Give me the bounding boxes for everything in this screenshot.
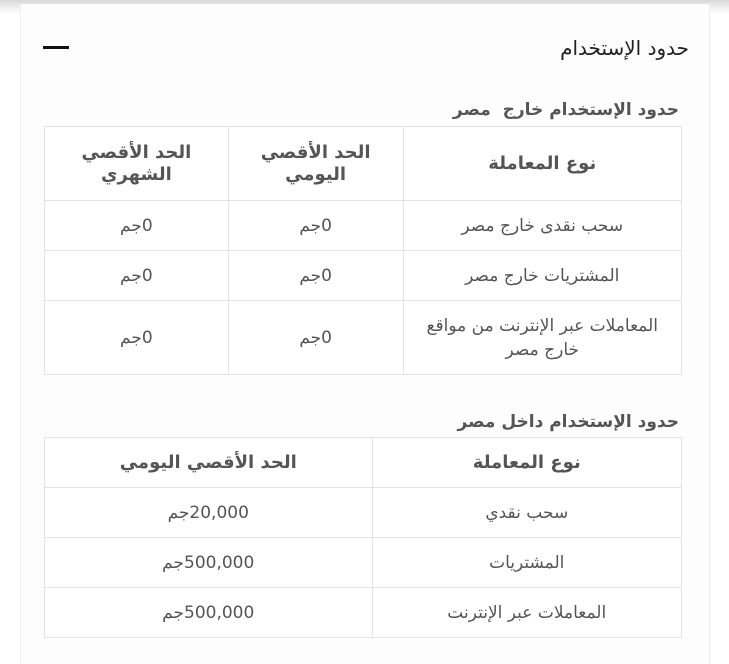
- inside-egypt-table: [44, 437, 682, 638]
- table-row: [45, 488, 682, 538]
- transaction-type-cell: المشتريات: [372, 538, 682, 588]
- daily-limit-cell: 0جم: [228, 251, 403, 301]
- header-daily-max: الحد الأقصي اليومي: [45, 438, 373, 488]
- accordion-title: حدود الإستخدام: [560, 36, 689, 60]
- header-transaction-type: نوع المعاملة: [372, 438, 682, 488]
- transaction-type-cell: المعاملات عبر الإنترنت: [372, 588, 682, 638]
- header-monthly-max: الحد الأقصي الشهري: [45, 127, 229, 201]
- table-header-row: [45, 127, 682, 201]
- table-row: [45, 301, 682, 375]
- transaction-type-cell: المعاملات عبر الإنترنت من مواقع خارج مصر: [403, 301, 681, 375]
- monthly-limit-cell: 0جم: [45, 301, 229, 375]
- minus-icon[interactable]: [43, 46, 69, 49]
- daily-limit-cell: 500,000جم: [45, 538, 373, 588]
- header-daily-max: الحد الأقصي اليومي: [228, 127, 403, 201]
- table-row: [45, 201, 682, 251]
- inside-egypt-title: حدود الإستخدام داخل مصر: [457, 412, 679, 432]
- monthly-limit-cell: 0جم: [45, 251, 229, 301]
- daily-limit-cell: 0جم: [228, 201, 403, 251]
- daily-limit-cell: 0جم: [228, 301, 403, 375]
- table-row: [45, 538, 682, 588]
- table-row: [45, 251, 682, 301]
- transaction-type-cell: سحب نقدي: [372, 488, 682, 538]
- table-row: [45, 588, 682, 638]
- daily-limit-cell: 20,000جم: [45, 488, 373, 538]
- outside-egypt-title: حدود الإستخدام خارج مصر: [452, 100, 679, 120]
- usage-limits-panel: [20, 4, 710, 664]
- accordion-header[interactable]: [21, 32, 711, 72]
- header-transaction-type: نوع المعاملة: [403, 127, 681, 201]
- table-header-row: [45, 438, 682, 488]
- daily-limit-cell: 500,000جم: [45, 588, 373, 638]
- transaction-type-cell: المشتريات خارج مصر: [403, 251, 681, 301]
- transaction-type-cell: سحب نقدى خارج مصر: [403, 201, 681, 251]
- monthly-limit-cell: 0جم: [45, 201, 229, 251]
- outside-egypt-table: [44, 126, 682, 375]
